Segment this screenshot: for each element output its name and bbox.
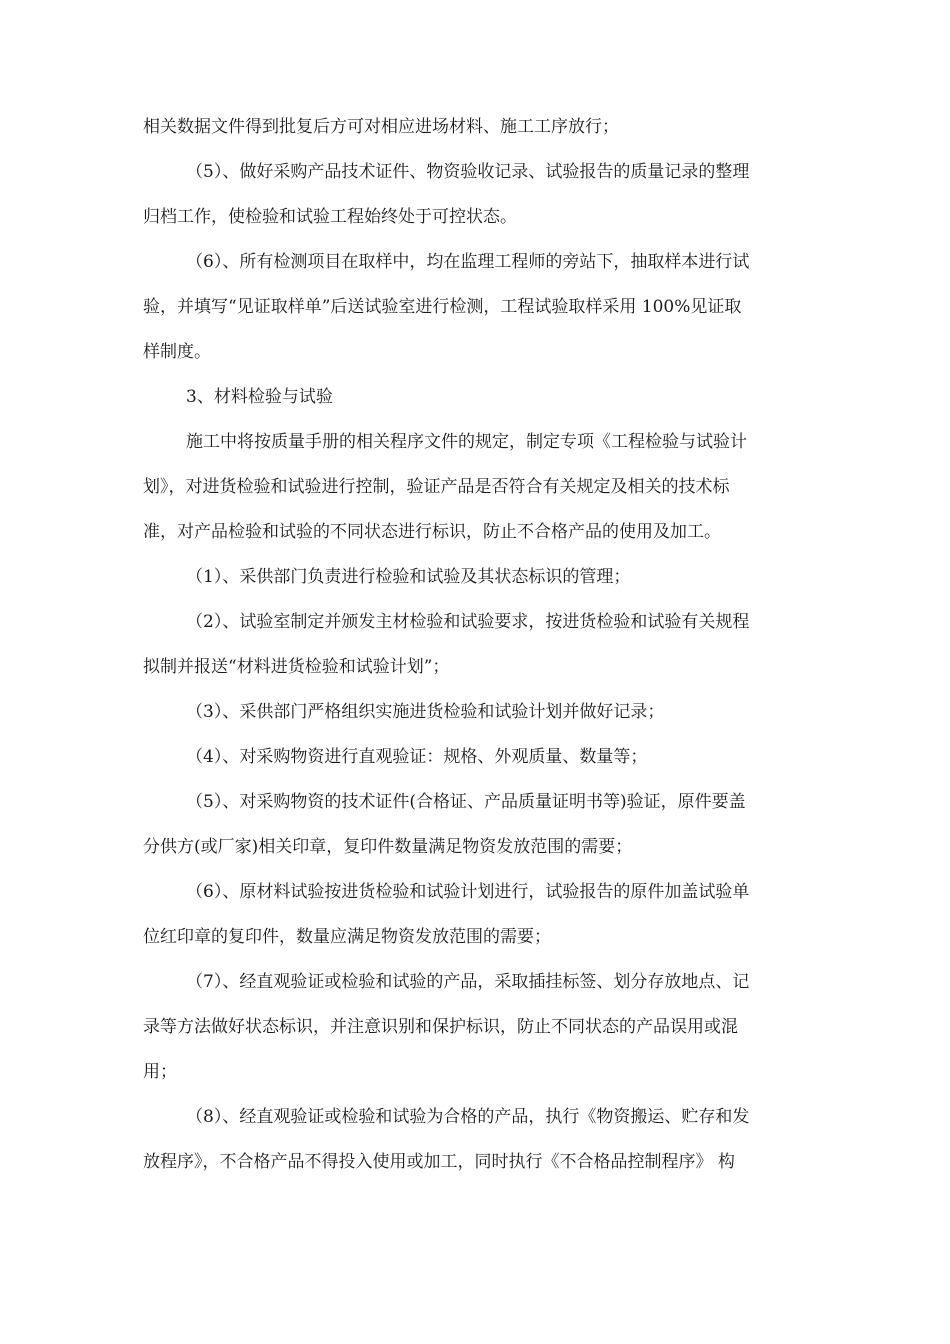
text-line: 位红印章的复印件，数量应满足物资发放范围的需要； <box>143 927 551 947</box>
text-line: 用； <box>143 1062 177 1082</box>
text-line: （5）、对采购物资的技术证件(合格证、产品质量证明书等)验证，原件要盖 <box>186 792 746 812</box>
text-line: （3）、采供部门严格组织实施进货检验和试验计划并做好记录； <box>186 702 665 722</box>
text-line: 验，并填写“见证取样单”后送试验室进行检测，工程试验取样采用 100%见证取 <box>143 297 742 317</box>
text-line: 施工中将按质量手册的相关程序文件的规定，制定专项《工程检验与试验计 <box>186 432 747 452</box>
text-line: 录等方法做好状态标识，并注意识别和保护标识，防止不同状态的产品误用或混 <box>143 1017 738 1037</box>
text-line: 相关数据文件得到批复后方可对相应进场材料、施工工序放行； <box>143 117 619 137</box>
text-line: （1）、采供部门负责进行检验和试验及其状态标识的管理； <box>186 567 631 587</box>
text-line: （2）、试验室制定并颁发主材检验和试验要求，按进货检验和试验有关规程 <box>186 612 750 632</box>
text-line: （6）、所有检测项目在取样中，均在监理工程师的旁站下，抽取样本进行试 <box>186 252 750 272</box>
text-line: （8）、经直观验证或检验和试验为合格的产品，执行《物资搬运、贮存和发 <box>186 1107 750 1127</box>
text-line: （5）、做好采购产品技术证件、物资验收记录、试验报告的质量记录的整理 <box>186 162 750 182</box>
text-line: （4）、对采购物资进行直观验证：规格、外观质量、数量等； <box>186 747 648 767</box>
text-line: 划》，对进货检验和试验进行控制，验证产品是否符合有关规定及相关的技术标 <box>143 477 730 497</box>
text-line: 归档工作，使检验和试验工程始终处于可控状态。 <box>143 207 517 227</box>
text-line: （7）、经直观验证或检验和试验的产品，采取插挂标签、划分存放地点、记 <box>186 972 750 992</box>
text-line: 放程序》，不合格产品不得投入使用或加工，同时执行《不合格品控制程序》 构 <box>143 1152 735 1172</box>
text-line: （6）、原材料试验按进货检验和试验计划进行，试验报告的原件加盖试验单 <box>186 882 750 902</box>
text-line: 拟制并报送“材料进货检验和试验计划”； <box>143 657 450 677</box>
text-line: 样制度。 <box>143 342 211 362</box>
text-line: 准，对产品检验和试验的不同状态进行标识，防止不合格产品的使用及加工。 <box>143 522 721 542</box>
text-line: 分供方(或厂家)相关印章，复印件数量满足物资发放范围的需要； <box>143 837 633 857</box>
section-heading: 3、材料检验与试验 <box>186 387 333 407</box>
